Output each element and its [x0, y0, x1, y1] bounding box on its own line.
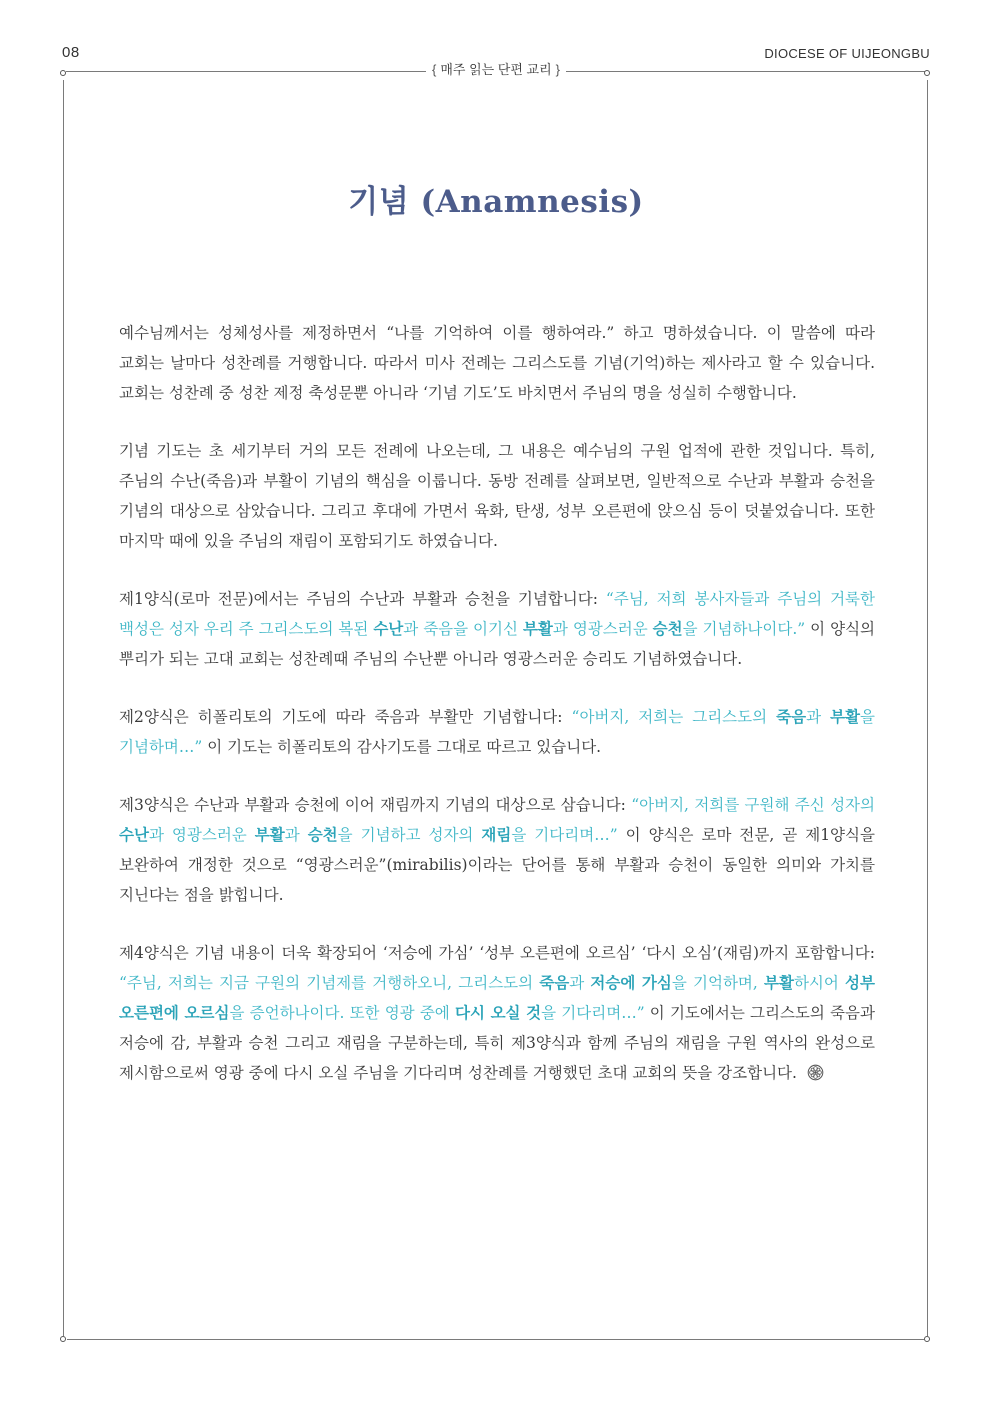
paragraph-4 [119, 702, 875, 762]
diocese-label: DIOCESE OF UIJEONGBU [764, 46, 930, 61]
p3-kw-resurrection: 부활 [522, 619, 553, 638]
series-title-close-brace: } [555, 62, 560, 77]
frame-bottom [67, 1339, 924, 1340]
p4-outro: 이 기도는 히폴리토의 감사기도를 그대로 따르고 있습니다. [202, 738, 602, 756]
p5-intro: 제3양식은 수난과 부활과 승천에 이어 재림까지 기념의 대상으로 삼습니다: [119, 796, 632, 814]
page-number: 08 [62, 44, 80, 61]
p4-kw-death: 죽음 [776, 707, 807, 726]
header-rule-right [566, 71, 925, 72]
p5-kw-suffering: 수난 [119, 825, 149, 844]
p6-kw-return: 다시 오실 것 [454, 1003, 542, 1022]
p6-kw-right-hand: 성부 오른편에 오르심 [119, 973, 875, 1022]
frame-corner-bottom-right [924, 1336, 930, 1342]
frame-corner-top-right [924, 70, 930, 76]
p3-intro: 제1양식(로마 전문)에서는 주님의 수난과 부활과 승천을 기념합니다: [119, 590, 606, 608]
article-body [119, 318, 875, 1116]
paragraph-2: 기념 기도는 초 세기부터 거의 모든 전례에 나오는데, 그 내용은 예수님의 구원 업적에 관한 것입니다. 특히, 주님의 수난(죽음)과 부활이 기념의 핵심을 이룹니다. 동방 전례를 살펴보면, 일반적으로 수난과 부활과 승천을 기념의 대상으로 삼았습니다. 그리고 후대에 가면서 육화, 탄생, 성부 오른편에 앉으심 등이 덧붙었습니다. 또한 마지막 때에 있을 주님의 재림이 포함되기도 하였습니다. [119, 442, 875, 550]
series-title-open-brace: { [432, 62, 437, 77]
p5-outro: 이 양식은 로마 전문, 곧 제1양식을 보완하여 개정한 것으로 “영광스러운”(mirabilis)이라는 단어를 통해 부활과 승천이 동일한 의미와 가치를 지닌다는 점을 밝힙니다. [119, 826, 875, 904]
p6-intro: 제4양식은 기념 내용이 더욱 확장되어 ‘저승에 가심’ ‘성부 오른편에 오르심’ ‘다시 오심’(재림)까지 포함합니다: [119, 944, 875, 962]
p4-quote: “아버지, 저희는 그리스도의 죽음과 부활을 기념하며…” [119, 707, 876, 756]
p3-quote: “주님, 저희 봉사자들과 주님의 거룩한 백성은 성자 우리 주 그리스도의 복된 수난과 죽음을 이기신 부활과 영광스러운 승천을 기념하나이다.” [119, 590, 875, 638]
p6-kw-resurrection: 부활 [764, 973, 794, 992]
p5-quote: “아버지, 저희를 구원해 주신 성자의 수난과 영광스러운 부활과 승천을 기념하고 성자의 재림을 기다리며…” [119, 796, 875, 844]
paragraph-3 [119, 584, 875, 674]
p6-quote: “주님, 저희는 지금 구원의 기념제를 거행하오니, 그리스도의 죽음과 저승에 가심을 기억하며, 부활하시어 성부 오른편에 오르심을 증언하나이다. 또한 영광 중에 다시 오실 것을 기다리며…” [119, 973, 875, 1022]
frame-corner-bottom-left [60, 1336, 66, 1342]
p5-kw-ascension: 승천 [307, 825, 338, 844]
p6-outro: 이 기도에서는 그리스도의 죽음과 저승에 감, 부활과 승천 그리고 재림을 구분하는데, 특히 제3양식과 함께 주님의 재림을 구원 역사의 완성으로 제시함으로써 영광 중에 다시 오실 주님을 기다리며 성찬례를 거행했던 초대 교회의 뜻을 강조합니다. [119, 1004, 875, 1082]
p5-kw-second-coming: 재림 [481, 825, 512, 844]
frame-right [927, 80, 928, 1336]
p6-kw-death: 죽음 [539, 973, 570, 992]
series-title [426, 61, 566, 79]
p6-kw-descent: 저승에 가심 [590, 973, 672, 992]
p5-kw-resurrection: 부활 [254, 825, 285, 844]
series-title-text: 매주 읽는 단편 교리 [440, 62, 552, 77]
paragraph-5 [119, 790, 875, 910]
p4-intro: 제2양식은 히폴리토의 기도에 따라 죽음과 부활만 기념합니다: [119, 708, 572, 726]
p3-kw-ascension: 승천 [652, 619, 683, 638]
p3-outro: 이 양식의 뿌리가 되는 고대 교회는 성찬례때 주님의 수난뿐 아니라 영광스러운 승리도 기념하였습니다. [119, 620, 876, 668]
frame-corner-top-left [60, 70, 66, 76]
flower-ornament-icon [807, 1064, 824, 1081]
paragraph-1: 예수님께서는 성체성사를 제정하면서 “나를 기억하여 이를 행하여라.” 하고 명하셨습니다. 이 말씀에 따라 교회는 날마다 성찬례를 거행합니다. 따라서 미사 전례는 그리스도를 기념(기억)하는 제사라고 할 수 있습니다. 교회는 성찬례 중 성찬 제정 축성문뿐 아니라 ‘기념 기도’도 바치면서 주님의 명을 성실히 수행합니다. [119, 324, 875, 402]
frame-left [63, 80, 64, 1336]
document-title: 기념 (Anamnesis) [348, 184, 644, 220]
p4-kw-resurrection: 부활 [830, 707, 861, 726]
p3-kw-suffering: 수난 [373, 619, 404, 638]
header-rule-left [66, 71, 426, 72]
paragraph-6 [119, 938, 875, 1088]
